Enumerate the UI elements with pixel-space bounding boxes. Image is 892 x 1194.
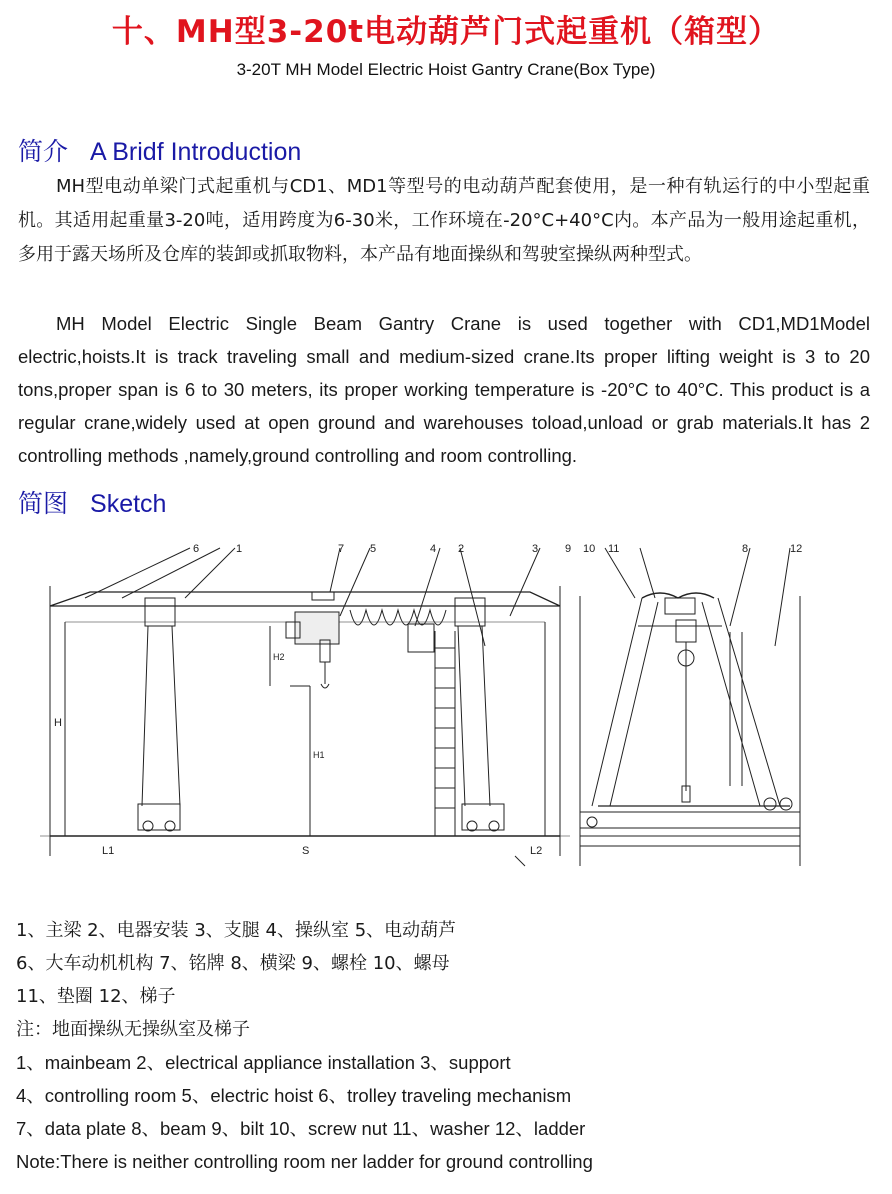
page-title: 十、MH型3-20t电动葫芦门式起重机（箱型） <box>111 14 781 50</box>
sketch-heading <box>18 484 166 520</box>
page-subtitle: 3-20T MH Model Electric Hoist Gantry Crane(Box Type) <box>236 60 656 79</box>
side-view <box>580 548 800 866</box>
front-labels <box>54 543 542 857</box>
intro-paragraph-en <box>18 307 870 472</box>
callout-6: 6 <box>193 543 200 555</box>
intro-text-en: MH Model Electric Single Beam Gantry Crane is used together with CD1,MD1Model electric,hoists.It is track traveling small and medium-sized crane.Its proper lifting weight is 3 to 20 tons,proper span is 6 to 30 meters, its proper working temperature is -20°C to 40°C. This product is a regular crane,widely used at open ground and warehouses toload,unload or grab materials.It has 2 controlling methods ,namely,ground controlling and room controlling. <box>18 313 870 466</box>
dim-h1: H1 <box>313 750 325 760</box>
legend-en-line: 1、mainbeam 2、electrical appliance installation 3、support <box>16 1052 511 1073</box>
legend-en-line: 4、controlling room 5、electric hoist 6、trolley traveling mechanism <box>16 1085 572 1106</box>
intro-text-cn: MH型电动单梁门式起重机与CD1、MD1等型号的电动葫芦配套使用，是一种有轨运行的中小型起重机。其适用起重量3-20吨，适用跨度为6-30米，工作环境在-20°C+40°C内。本产品为一般用途起重机，多用于露天场所及仓库的装卸或抓取物料，本产品有地面操纵和驾驶室操纵两种型式。 <box>18 176 870 265</box>
dim-l2: L2 <box>530 845 543 857</box>
front-view <box>40 548 570 866</box>
sketch-heading-cn: 简图 <box>18 489 69 518</box>
sketch-heading-en: Sketch <box>90 490 167 518</box>
callout-5: 5 <box>370 543 377 555</box>
intro-paragraph-cn <box>18 170 870 272</box>
legend-en <box>16 1046 593 1178</box>
intro-heading-en: A Bridf Introduction <box>90 138 302 166</box>
legend-cn-line: 11、垫圈 12、梯子 <box>16 986 176 1007</box>
dim-h: H <box>54 717 62 729</box>
callout-8: 8 <box>742 543 749 555</box>
callout-2: 2 <box>458 543 465 555</box>
side-labels <box>565 543 802 555</box>
callout-1: 1 <box>236 543 243 555</box>
callout-11: 11 <box>608 543 620 555</box>
intro-heading-cn: 简介 <box>18 137 69 166</box>
crane-sketch-diagram <box>30 536 870 886</box>
callout-10: 10 <box>583 543 596 555</box>
legend-en-note: Note:There is neither controlling room ner ladder for ground controlling <box>16 1151 593 1172</box>
callout-12: 12 <box>790 543 803 555</box>
callout-4: 4 <box>430 543 437 555</box>
legend-cn-line: 6、大车动机机构 7、铭牌 8、横梁 9、螺栓 10、螺母 <box>16 953 450 974</box>
dim-h2: H2 <box>273 652 285 662</box>
legend-cn-line: 1、主梁 2、电器安装 3、支腿 4、操纵室 5、电动葫芦 <box>16 920 457 941</box>
dim-s: S <box>302 845 310 857</box>
legend-cn-note: 注：地面操纵无操纵室及梯子 <box>16 1019 250 1040</box>
dim-l1: L1 <box>102 845 115 857</box>
callout-3: 3 <box>532 543 539 555</box>
legend-cn <box>16 914 456 1046</box>
callout-9: 9 <box>565 543 572 555</box>
callout-7: 7 <box>338 543 345 555</box>
intro-heading <box>18 132 301 168</box>
legend-en-line: 7、data plate 8、beam 9、bilt 10、screw nut 11、washer 12、ladder <box>16 1118 586 1139</box>
